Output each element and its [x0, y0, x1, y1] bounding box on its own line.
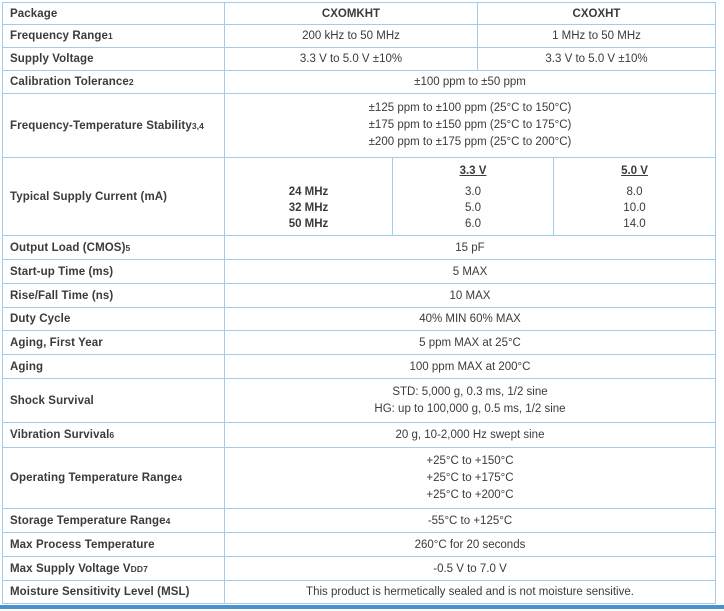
row-label-calibration-tolerance [3, 71, 224, 93]
row-freq-temp-stability [3, 94, 715, 158]
row-package-header [3, 3, 715, 25]
row-label-freq-temp-stability [3, 94, 224, 157]
row-max-process-temp [3, 533, 715, 557]
footnote-sup: 2 [128, 77, 134, 87]
freq-label-24mhz: 24 MHz [288, 186, 329, 198]
bottom-accent-bar [0, 605, 724, 609]
current-3v3-50mhz: 6.0 [465, 218, 481, 230]
footnote-sup: 5 [125, 242, 131, 253]
row-supply-current [3, 158, 715, 236]
cell-calibration-tolerance: ±100 ppm to ±50 ppm [224, 71, 715, 93]
cell-supply-current-frequencies [224, 158, 392, 235]
row-vibration-survival [3, 423, 715, 448]
cell-storage-temp-range: -55°C to +125°C [224, 509, 715, 532]
shock-line-hg: HG: up to 100,000 g, 0.5 ms, 1/2 sine [374, 402, 566, 415]
row-label-supply-current: Typical Supply Current (mA) [10, 190, 168, 203]
row-label-supply-voltage: Supply Voltage [10, 53, 94, 65]
column-header-cxoxht: CXOXHT [477, 3, 715, 24]
cell-cxomkht-supply-voltage: 3.3 V to 5.0 V ±10% [224, 48, 477, 70]
row-calibration-tolerance [3, 71, 715, 94]
footnote-sup: 4 [177, 473, 183, 483]
footnote-sup: 6 [109, 430, 115, 440]
freq-label-32mhz: 32 MHz [288, 202, 329, 214]
stability-line-1: ±125 ppm to ±100 ppm (25°C to 150°C) [368, 102, 572, 114]
row-aging-first-year [3, 331, 715, 355]
label-text: Operating Temperature Range [10, 472, 178, 484]
footnote-sup: 4 [165, 515, 171, 526]
row-output-load [3, 236, 715, 260]
row-aging [3, 355, 715, 379]
row-label-aging: Aging [10, 360, 44, 373]
supply-current-5v0-header: 5.0 V [621, 165, 648, 177]
cell-msl: This product is hermetically sealed and is not moisture sensitive. [224, 581, 715, 603]
row-label-msl: Moisture Sensitivity Level (MSL) [10, 586, 190, 598]
row-msl [3, 581, 715, 604]
row-supply-voltage [3, 48, 715, 71]
cell-output-load: 15 pF [224, 236, 715, 259]
current-3v3-24mhz: 3.0 [465, 186, 481, 198]
current-5v0-32mhz: 10.0 [623, 202, 646, 214]
row-label-max-supply-voltage [3, 557, 224, 580]
row-label-startup-time: Start-up Time (ms) [10, 265, 114, 278]
cell-duty-cycle: 40% MIN 60% MAX [224, 308, 715, 330]
label-text: Vibration Survival [10, 429, 110, 441]
cell-aging-first-year: 5 ppm MAX at 25°C [224, 331, 715, 354]
label-text: Storage Temperature Range [10, 514, 166, 527]
label-text: Max Supply Voltage V [10, 562, 131, 575]
row-label-frequency-range [3, 25, 224, 47]
specification-table [2, 2, 716, 604]
supply-current-3v3-header: 3.3 V [459, 165, 487, 177]
cell-aging: 100 ppm MAX at 200°C [224, 355, 715, 378]
footnote-sup: 3,4 [191, 120, 204, 131]
op-temp-line-2: +25°C to +175°C [426, 471, 514, 484]
row-frequency-range [3, 25, 715, 48]
vdd-subscript: DD [130, 563, 144, 574]
row-max-supply-voltage [3, 557, 715, 581]
cell-rise-fall-time: 10 MAX [224, 284, 715, 307]
row-label-output-load [3, 236, 224, 259]
row-storage-temp-range [3, 509, 715, 533]
row-label-shock-survival: Shock Survival [10, 394, 94, 407]
current-5v0-50mhz: 14.0 [623, 218, 646, 230]
row-operating-temp-range [3, 448, 715, 509]
op-temp-line-3: +25°C to +200°C [426, 488, 514, 501]
cell-supply-current-5v0 [553, 158, 715, 235]
cell-operating-temp-range [224, 448, 715, 508]
footnote-sup: 7 [143, 563, 148, 574]
cell-freq-temp-stability [224, 94, 715, 157]
label-text: Frequency-Temperature Stability [10, 119, 192, 132]
shock-line-std: STD: 5,000 g, 0.3 ms, 1/2 sine [392, 385, 548, 398]
cell-max-process-temp: 260°C for 20 seconds [224, 533, 715, 556]
cell-cxoxht-supply-voltage: 3.3 V to 5.0 V ±10% [477, 48, 715, 70]
row-rise-fall-time [3, 284, 715, 308]
op-temp-line-1: +25°C to +150°C [426, 454, 514, 467]
row-label-max-process-temp: Max Process Temperature [10, 538, 155, 551]
row-label-aging-first-year: Aging, First Year [10, 336, 103, 349]
cell-cxomkht-frequency-range: 200 kHz to 50 MHz [224, 25, 477, 47]
current-3v3-32mhz: 5.0 [465, 202, 481, 214]
row-label-operating-temp-range [3, 448, 224, 508]
current-5v0-24mhz: 8.0 [626, 186, 643, 198]
row-label-rise-fall-time: Rise/Fall Time (ns) [10, 289, 114, 302]
stability-line-2: ±175 ppm to ±150 ppm (25°C to 175°C) [368, 119, 572, 131]
cell-cxoxht-frequency-range: 1 MHz to 50 MHz [477, 25, 715, 47]
row-startup-time [3, 260, 715, 284]
row-label-package: Package [10, 7, 58, 20]
row-label-vibration-survival [3, 423, 224, 447]
row-shock-survival [3, 379, 715, 423]
label-text: Frequency Range [10, 30, 108, 42]
footnote-sup: 1 [108, 31, 113, 41]
cell-shock-survival [224, 379, 715, 422]
cell-supply-current-3v3 [392, 158, 553, 235]
label-text: Output Load (CMOS) [10, 241, 126, 254]
cell-startup-time: 5 MAX [224, 260, 715, 283]
label-text: Calibration Tolerance [10, 76, 129, 88]
column-header-cxomkht: CXOMKHT [224, 3, 477, 24]
freq-label-50mhz: 50 MHz [288, 218, 329, 230]
cell-vibration-survival: 20 g, 10-2,000 Hz swept sine [224, 423, 715, 447]
cell-max-supply-voltage: -0.5 V to 7.0 V [224, 557, 715, 580]
row-duty-cycle [3, 308, 715, 331]
row-label-duty-cycle: Duty Cycle [10, 313, 71, 325]
stability-line-3: ±200 ppm to ±175 ppm (25°C to 200°C) [368, 136, 572, 148]
row-label-storage-temp-range [3, 509, 224, 532]
